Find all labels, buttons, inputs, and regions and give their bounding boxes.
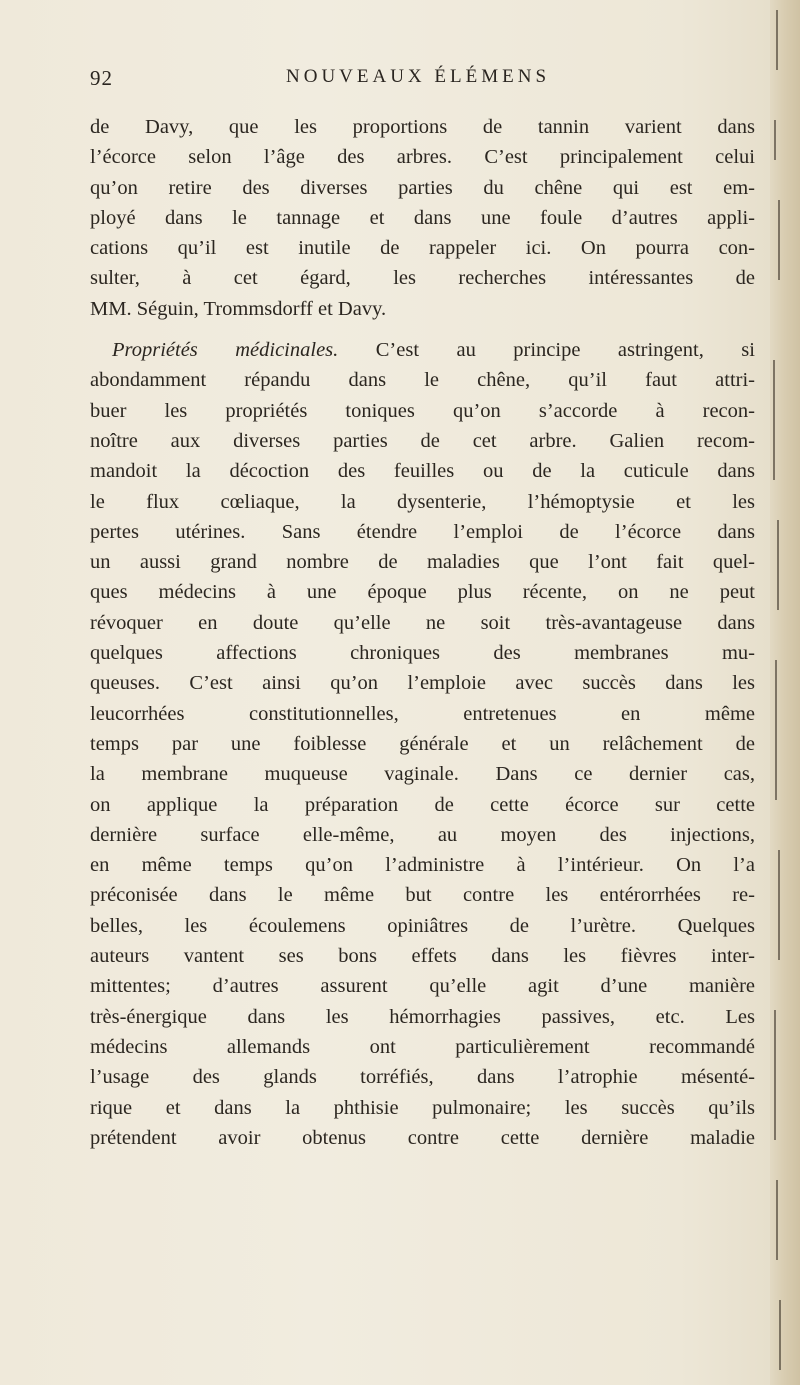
paragraph-lead-line: [90, 335, 755, 365]
lead-rest: C’est au principe astringent, si: [338, 339, 755, 362]
text-line: queuses. C’est ainsi qu’on l’emploie avec succès dans les: [90, 672, 755, 695]
text-line: temps par une foiblesse générale et un relâchement de: [90, 732, 755, 755]
text-line: pertes utérines. Sans étendre l’emploi de l’écorce dans: [90, 520, 755, 543]
text-line: noître aux diverses parties de cet arbre. Galien recom-: [90, 429, 755, 452]
text-line: l’écorce selon l’âge des arbres. C’est principalement celui: [90, 146, 755, 169]
text-line: le flux cœliaque, la dysenterie, l’hémoptysie et les: [90, 490, 755, 513]
text-line: quelques affections chroniques des membranes mu-: [90, 642, 755, 665]
text-line: la membrane muqueuse vaginale. Dans ce dernier cas,: [90, 763, 755, 786]
text-line: très-énergique dans les hémorrhagies passives, etc. Les: [90, 1005, 755, 1028]
edge-mark: [779, 1300, 781, 1370]
text-line: l’usage des glands torréfiés, dans l’atrophie mésenté-: [90, 1066, 755, 1089]
text-line: sulter, à cet égard, les recherches intéressantes de: [90, 267, 755, 290]
text-line: cations qu’il est inutile de rappeler ici. On pourra con-: [90, 237, 755, 260]
edge-mark: [778, 850, 780, 960]
edge-mark: [774, 1010, 776, 1140]
text-line: en même temps qu’on l’administre à l’intérieur. On l’a: [90, 854, 755, 877]
text-line: prétendent avoir obtenus contre cette dernière maladie: [90, 1126, 755, 1149]
edge-mark: [778, 200, 780, 280]
page-edge-shadow: [770, 0, 800, 1385]
section-heading-italic: Propriétés médicinales.: [112, 339, 339, 362]
text-line: abondamment répandu dans le chêne, qu’il faut attri-: [90, 369, 755, 392]
edge-mark: [776, 1180, 778, 1260]
text-line: belles, les écoulemens opiniâtres de l’urètre. Quelques: [90, 914, 755, 937]
text-line: un aussi grand nombre de maladies que l’ont fait quel-: [90, 551, 755, 574]
text-line: de Davy, que les proportions de tannin varient dans: [90, 116, 755, 138]
text-line: on applique la préparation de cette écorce sur cette: [90, 793, 755, 816]
text-line: préconisée dans le même but contre les entérorrhées re-: [90, 884, 755, 907]
text-line: buer les propriétés toniques qu’on s’accorde à recon-: [90, 399, 755, 422]
page-number: 92: [90, 66, 113, 90]
text-line: rique et dans la phthisie pulmonaire; les succès qu’ils: [90, 1096, 755, 1119]
text-line: révoquer en doute qu’elle ne soit très-avantageuse dans: [90, 611, 755, 634]
edge-mark: [775, 660, 777, 800]
text-line: dernière surface elle-même, au moyen des injections,: [90, 823, 755, 846]
edge-mark: [776, 10, 778, 70]
edge-mark: [774, 120, 776, 160]
body-text: [90, 112, 755, 1153]
text-line: mandoit la décoction des feuilles ou de la cuticule dans: [90, 460, 755, 483]
running-title: NOUVEAUX ÉLÉMENS: [286, 66, 551, 87]
text-line: mittentes; d’autres assurent qu’elle agit d’une manière: [90, 975, 755, 998]
text-line: MM. Séguin, Trommsdorff et Davy.: [90, 297, 387, 320]
text-line: auteurs vantent ses bons effets dans les fièvres inter-: [90, 945, 755, 968]
running-header: [90, 66, 760, 96]
edge-mark: [773, 360, 775, 480]
text-line: leucorrhées constitutionnelles, entretenues en même: [90, 702, 755, 725]
text-line: ques médecins à une époque plus récente, on ne peut: [90, 581, 755, 604]
text-line: qu’on retire des diverses parties du chêne qui est em-: [90, 176, 755, 199]
text-line: médecins allemands ont particulièrement recommandé: [90, 1035, 755, 1058]
text-line: ployé dans le tannage et dans une foule d’autres appli-: [90, 206, 755, 229]
edge-mark: [777, 520, 779, 610]
